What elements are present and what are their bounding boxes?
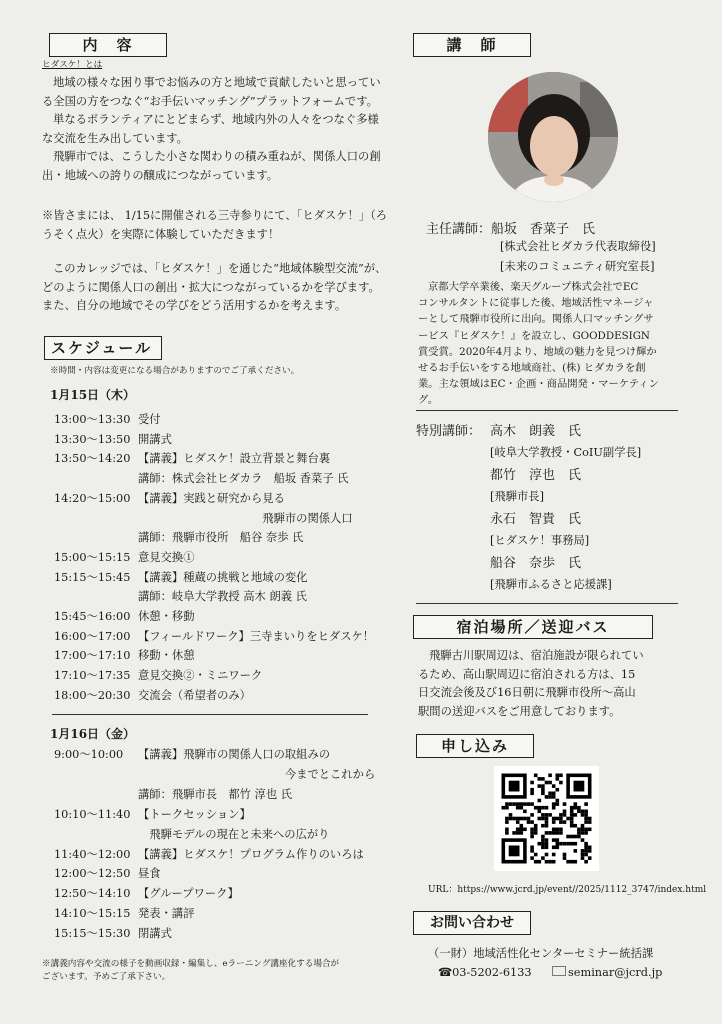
portrait-image xyxy=(488,72,618,202)
schedule-item: 講師：飛騨市役所 船谷 奈歩 氏 xyxy=(138,531,304,545)
special-lecturer-name: 高木 朗義 氏 xyxy=(490,424,582,439)
schedule-time: 10:10～11:40 xyxy=(54,807,131,821)
schedule-item: 発表・講評 xyxy=(138,907,195,921)
schedule-row xyxy=(54,607,195,627)
schedule-time: 14:10～15:15 xyxy=(54,907,131,921)
footer-note xyxy=(42,958,402,984)
schedule-row xyxy=(54,686,251,706)
schedule-row xyxy=(54,884,239,904)
schedule-item: 講師：株式会社ヒダカラ 船坂 香菜子 氏 xyxy=(138,472,349,486)
schedule-time: 12:50～14:10 xyxy=(54,887,131,901)
naiyo-heading: 内 容 xyxy=(49,33,167,57)
stay-heading: 宿泊場所／送迎バス xyxy=(413,615,653,639)
schedule-item: 昼食 xyxy=(138,867,161,881)
schedule-row xyxy=(54,449,330,469)
footer-note-line: ございます。予めご了承下さい。 xyxy=(42,972,171,982)
intro-line: 単なるボランティアにとどまらず、地域内外の人々をつなぐ多様 xyxy=(53,113,379,126)
schedule-time: 15:15～15:45 xyxy=(54,570,131,584)
schedule-time: 11:40～12:00 xyxy=(54,847,131,861)
schedule-row xyxy=(54,568,307,588)
schedule-row xyxy=(54,627,374,647)
contact-heading: お問い合わせ xyxy=(413,911,531,935)
main-lecturer-affiliation: [株式会社ヒダカラ代表取締役] xyxy=(500,240,656,253)
schedule-item: 【トークセッション】 xyxy=(138,807,251,821)
college-line: このカレッジでは、「ヒダスケ！」を通じた“地域体験型交流”が、 xyxy=(53,262,387,275)
intro-line: 出・地域への誇りの醸成につながっています。 xyxy=(42,168,279,182)
day2-title: 1月16日（金） xyxy=(50,727,136,741)
note-line: うそく点火）を実際に体験していただきます！ xyxy=(42,227,280,241)
schedule-item: 【グループワーク】 xyxy=(138,887,239,901)
schedule-time: 15:00～15:15 xyxy=(54,550,131,564)
bio-line: グ。 xyxy=(418,394,439,407)
schedule-row xyxy=(54,548,195,568)
stay-line: 駅間の送迎バスをご用意しております。 xyxy=(418,704,621,718)
bio-line: 賞受賞。2020年4月より、地域の魅力を見つけ輝か xyxy=(418,345,657,358)
schedule-note: ※時間・内容は変更になる場合がありますのでご了承ください。 xyxy=(50,366,300,376)
schedule-item: 意見交換① xyxy=(138,550,195,564)
contact-email[interactable] xyxy=(552,966,662,979)
contact-org: （一財）地域活性化センターセミナー統括課 xyxy=(428,947,654,960)
qr-code-image xyxy=(494,766,599,871)
bio-line: 京都大学卒業後、楽天グループ株式会社でEC xyxy=(428,281,639,293)
schedule-row xyxy=(54,825,329,845)
schedule-row xyxy=(54,587,307,607)
schedule-row xyxy=(54,666,262,686)
bio-line: せるお手伝いをする地域商社、(株) ヒダカラを創 xyxy=(418,362,646,375)
day-divider xyxy=(52,714,368,715)
college-line: また、自分の地域でその学びをどう活用するかを考えます。 xyxy=(42,299,347,312)
schedule-item: 【フィールドワーク】三寺まいりをヒダスケ！ xyxy=(138,629,375,643)
schedule-row xyxy=(54,430,172,450)
schedule-row xyxy=(54,509,353,529)
schedule-time: 15:45～16:00 xyxy=(54,610,131,623)
special-lecturer-name: 都竹 淳也 氏 xyxy=(490,468,582,483)
stay-line: 日交流会後及び16日朝に飛騨市役所～高山 xyxy=(418,686,636,699)
schedule-time: 13:50～14:20 xyxy=(54,452,131,466)
bio-line: ービス『ヒダスケ！』を設立し、GOODDESIGN xyxy=(418,329,650,342)
schedule-row xyxy=(54,745,330,765)
schedule-item: 受付 xyxy=(138,413,161,426)
schedule-row xyxy=(54,805,251,825)
schedule-item: 飛騨モデルの現在と未来への広がり xyxy=(138,827,330,841)
schedule-row xyxy=(54,785,292,805)
schedule-row xyxy=(54,845,364,865)
main-lecturer xyxy=(426,218,595,237)
intro-line: な交流を生み出しています。 xyxy=(42,131,188,145)
schedule-item: 移動・休憩 xyxy=(138,649,195,663)
day1-title: 1月15日（木） xyxy=(50,388,136,402)
schedule-time: 16:00～17:00 xyxy=(54,629,131,643)
koshi-heading: 講 師 xyxy=(413,33,531,57)
schedule-item: 講師：岐阜大学教授 高木 朗義 氏 xyxy=(138,590,307,604)
special-lecturer-affiliation: [飛騨市長] xyxy=(490,490,545,503)
schedule-row xyxy=(54,924,172,944)
schedule-time: 9:00～10:00 xyxy=(54,748,124,761)
schedule-time: 12:00～12:50 xyxy=(54,867,131,881)
college-line: どのように関係人口の創出・拡大につながっているかを学びます。 xyxy=(42,280,380,294)
schedule-time: 15:15～15:30 xyxy=(54,927,131,941)
schedule-item: 【講義】ヒダスケ！設立背景と舞台裏 xyxy=(138,452,331,466)
schedule-item: 飛騨市の関係人口 xyxy=(138,511,353,525)
schedule-item: 講師：飛騨市長 都竹 淳也 氏 xyxy=(138,787,293,801)
footer-note-line: ※講義内容や交流の様子を動画収録・編集し、eラーニング講座化する場合が xyxy=(42,959,340,969)
schedule-item: 閉講式 xyxy=(138,927,172,941)
stay-line: 飛騨古川駅周辺は、宿泊施設が限られてい xyxy=(429,649,644,662)
schedule-item: 意見交換②・ミニワーク xyxy=(138,669,263,683)
schedule-item: 今までとこれから xyxy=(138,767,376,781)
lecturer-bio xyxy=(418,279,688,409)
apply-url[interactable]: URL：https://www.jcrd.jp/event//2025/1112_3747/index.html xyxy=(428,885,707,895)
schedule-item: 【講義】実践と研究から見る xyxy=(138,491,285,505)
schedule-time: 13:30～13:50 xyxy=(54,432,131,446)
main-lecturer-name: 船坂 香菜子 氏 xyxy=(491,222,596,237)
special-lecturer-affiliation: [岐阜大学教授・CoIU副学長] xyxy=(490,446,642,459)
intro-line: 飛騨市では、こうした小さな関わりの積み重ねが、関係人口の創 xyxy=(53,150,381,163)
schedule-item: 休憩・移動 xyxy=(138,610,195,623)
lecturer-photo xyxy=(488,72,618,202)
stay-text xyxy=(418,647,688,721)
schedule-item: 【講義】飛騨市の関係人口の取組みの xyxy=(138,748,331,761)
schedule-row xyxy=(54,528,303,548)
hidasuke-label: ヒダスケ！とは xyxy=(42,60,103,70)
schedule-row xyxy=(54,864,161,884)
college-text xyxy=(42,260,402,316)
schedule-item: 【講義】種蔵の挑戦と地域の変化 xyxy=(138,570,308,584)
stay-line: るため、高山駅周辺に宿泊される方は、15 xyxy=(418,667,636,681)
schedule-row xyxy=(54,489,285,509)
schedule-time: 13:00～13:30 xyxy=(54,413,131,426)
special-lecturer-name: 永石 智貴 氏 xyxy=(490,512,582,527)
stay-divider xyxy=(416,603,678,604)
special-lecturer-affiliation: [飛騨市ふるさと応援課] xyxy=(490,578,612,591)
schedule-row xyxy=(54,904,195,924)
schedule-heading: スケジュール xyxy=(44,336,162,360)
schedule-item: 【講義】ヒダスケ！プログラム作りのいろは xyxy=(138,847,364,861)
lecturer-divider xyxy=(416,410,678,411)
intro-text xyxy=(42,74,402,185)
contact-phone[interactable]: ☎03-5202-6133 xyxy=(438,966,532,979)
special-lecturer-label: 特別講師： xyxy=(416,424,482,439)
schedule-time: 17:10～17:35 xyxy=(54,669,131,683)
note-line: ※皆さまには、 1/15に開催される三寺参りにて、「ヒダスケ！」（ろ xyxy=(42,209,388,222)
apply-heading: 申し込み xyxy=(416,734,534,758)
intro-line: 地域の様々な困り事でお悩みの方と地域で貢献したいと思ってい xyxy=(53,76,381,89)
schedule-row xyxy=(54,646,195,666)
schedule-time: 14:20～15:00 xyxy=(54,491,131,505)
main-lecturer-affiliation: [未来のコミュニティ研究室長] xyxy=(500,260,655,273)
special-lecturer-name: 船谷 奈歩 氏 xyxy=(490,556,582,571)
schedule-row xyxy=(54,410,161,430)
contact-email-address: seminar@jcrd.jp xyxy=(568,966,663,979)
schedule-time: 17:00～17:10 xyxy=(54,649,131,663)
schedule-row xyxy=(54,469,349,489)
mail-icon xyxy=(552,966,566,976)
main-lecturer-label: 主任講師： xyxy=(426,222,492,237)
bio-line: ーとして飛騨市役所に出向。関係人口マッチングサ xyxy=(418,313,654,326)
schedule-item: 開講式 xyxy=(138,432,172,446)
schedule-time: 18:00～20:30 xyxy=(54,688,131,702)
special-lecturer-affiliation: [ヒダスケ！事務局] xyxy=(490,534,590,547)
schedule-item: 交流会（希望者のみ） xyxy=(138,688,251,702)
qr-code[interactable] xyxy=(494,766,599,871)
schedule-row xyxy=(54,765,375,785)
note-text xyxy=(42,207,402,244)
intro-line: る全国の方をつなぐ“お手伝いマッチング”プラットフォームです。 xyxy=(42,94,378,108)
bio-line: 業。主な領域はEC・企画・商品開発・マーケティン xyxy=(418,378,659,391)
bio-line: コンサルタントに従事した後、地域活性マネージャ xyxy=(418,297,654,310)
